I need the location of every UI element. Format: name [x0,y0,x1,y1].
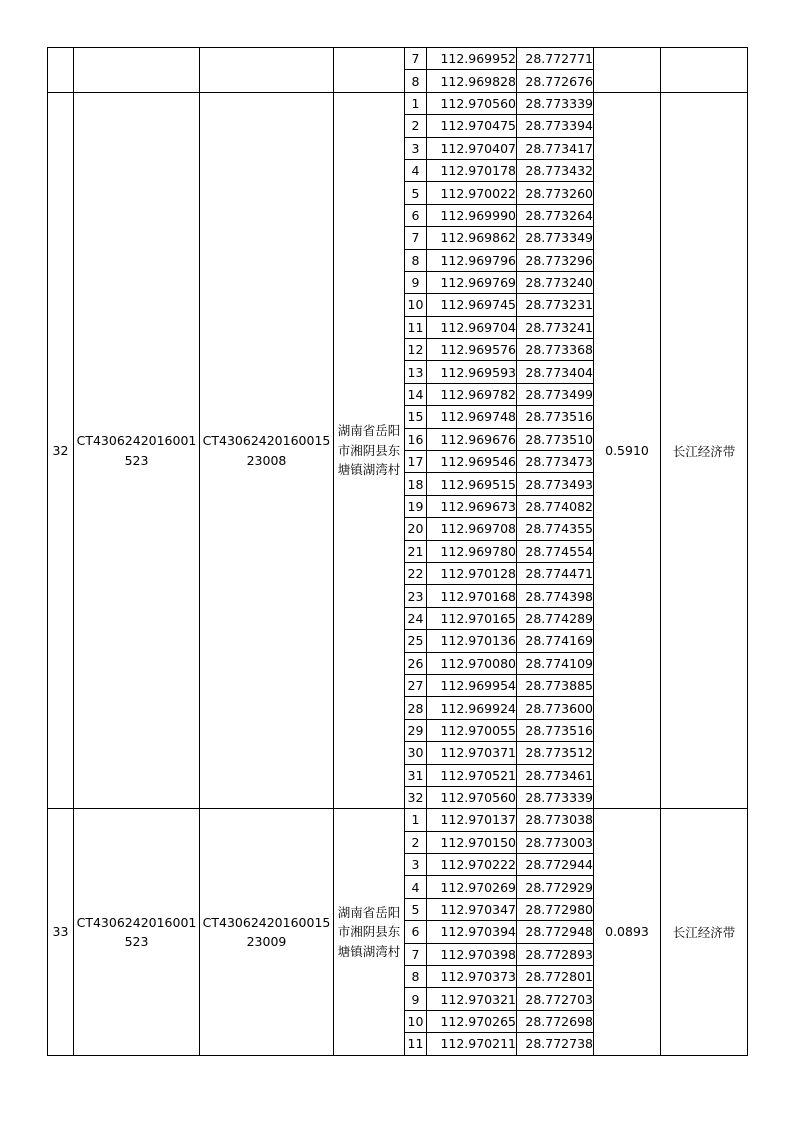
location-cell: 湖南省岳阳市湘阴县东塘镇湖湾村 [334,92,405,809]
latitude-cell: 28.773240 [517,271,594,293]
longitude-cell: 112.970137 [427,809,517,831]
sub-parcel-code-cell [200,48,334,93]
point-number-cell: 10 [405,1010,427,1032]
longitude-cell: 112.969780 [427,540,517,562]
point-number-cell: 23 [405,585,427,607]
zone-cell: 长江经济带 [661,809,748,1055]
latitude-cell: 28.774289 [517,607,594,629]
point-number-cell: 26 [405,652,427,674]
point-number-cell: 22 [405,562,427,584]
longitude-cell: 112.970168 [427,585,517,607]
latitude-cell: 28.772698 [517,1010,594,1032]
location-cell: 湖南省岳阳市湘阴县东塘镇湖湾村 [334,809,405,1055]
point-number-cell: 4 [405,159,427,181]
point-number-cell: 14 [405,383,427,405]
latitude-cell: 28.774109 [517,652,594,674]
point-number-cell: 9 [405,271,427,293]
longitude-cell: 112.969593 [427,361,517,383]
latitude-cell: 28.773264 [517,204,594,226]
longitude-cell: 112.970269 [427,876,517,898]
longitude-cell: 112.970136 [427,630,517,652]
latitude-cell: 28.774169 [517,630,594,652]
point-number-cell: 7 [405,227,427,249]
longitude-cell: 112.969704 [427,316,517,338]
point-number-cell: 11 [405,1033,427,1055]
latitude-cell: 28.773512 [517,742,594,764]
point-number-cell: 17 [405,451,427,473]
point-number-cell: 1 [405,92,427,114]
point-number-cell: 18 [405,473,427,495]
parcel-table [47,47,748,1056]
longitude-cell: 112.969515 [427,473,517,495]
latitude-cell: 28.773241 [517,316,594,338]
latitude-cell: 28.773368 [517,339,594,361]
parcel-index-cell: 32 [48,92,74,809]
latitude-cell: 28.773473 [517,451,594,473]
latitude-cell: 28.773461 [517,764,594,786]
table-row [48,92,748,114]
latitude-cell: 28.773394 [517,115,594,137]
point-number-cell: 3 [405,137,427,159]
latitude-cell: 28.774355 [517,518,594,540]
point-number-cell: 8 [405,70,427,92]
longitude-cell: 112.970398 [427,943,517,965]
point-number-cell: 19 [405,495,427,517]
latitude-cell: 28.772980 [517,898,594,920]
table-row [48,48,748,70]
longitude-cell: 112.970211 [427,1033,517,1055]
point-number-cell: 11 [405,316,427,338]
longitude-cell: 112.969745 [427,294,517,316]
point-number-cell: 9 [405,988,427,1010]
longitude-cell: 112.969708 [427,518,517,540]
latitude-cell: 28.772948 [517,921,594,943]
point-number-cell: 5 [405,898,427,920]
location-cell [334,48,405,93]
longitude-cell: 112.970022 [427,182,517,204]
latitude-cell: 28.774082 [517,495,594,517]
longitude-cell: 112.969782 [427,383,517,405]
longitude-cell: 112.970055 [427,719,517,741]
longitude-cell: 112.970265 [427,1010,517,1032]
point-number-cell: 21 [405,540,427,562]
latitude-cell: 28.773499 [517,383,594,405]
latitude-cell: 28.773349 [517,227,594,249]
point-number-cell: 2 [405,115,427,137]
latitude-cell: 28.774398 [517,585,594,607]
point-number-cell: 7 [405,48,427,70]
point-number-cell: 4 [405,876,427,898]
table-row [48,809,748,831]
point-number-cell: 15 [405,406,427,428]
longitude-cell: 112.969748 [427,406,517,428]
latitude-cell: 28.772944 [517,854,594,876]
longitude-cell: 112.969952 [427,48,517,70]
latitude-cell: 28.772771 [517,48,594,70]
latitude-cell: 28.773516 [517,719,594,741]
latitude-cell: 28.773231 [517,294,594,316]
zone-cell: 长江经济带 [661,92,748,809]
longitude-cell: 112.969862 [427,227,517,249]
longitude-cell: 112.970347 [427,898,517,920]
parcel-index-cell [48,48,74,93]
longitude-cell: 112.970394 [427,921,517,943]
longitude-cell: 112.970165 [427,607,517,629]
longitude-cell: 112.970321 [427,988,517,1010]
longitude-cell: 112.969954 [427,674,517,696]
point-number-cell: 31 [405,764,427,786]
point-number-cell: 27 [405,674,427,696]
latitude-cell: 28.773339 [517,786,594,808]
longitude-cell: 112.970128 [427,562,517,584]
point-number-cell: 5 [405,182,427,204]
latitude-cell: 28.773038 [517,809,594,831]
sub-parcel-code-cell: CT4306242016001523008 [200,92,334,809]
parcel-code-cell [74,48,200,93]
point-number-cell: 24 [405,607,427,629]
longitude-cell: 112.970407 [427,137,517,159]
latitude-cell: 28.773600 [517,697,594,719]
point-number-cell: 12 [405,339,427,361]
point-number-cell: 8 [405,966,427,988]
point-number-cell: 30 [405,742,427,764]
parcel-index-cell: 33 [48,809,74,1055]
latitude-cell: 28.772893 [517,943,594,965]
longitude-cell: 112.969676 [427,428,517,450]
longitude-cell: 112.970222 [427,854,517,876]
longitude-cell: 112.970560 [427,92,517,114]
longitude-cell: 112.970560 [427,786,517,808]
point-number-cell: 10 [405,294,427,316]
latitude-cell: 28.773339 [517,92,594,114]
latitude-cell: 28.773885 [517,674,594,696]
parcel-code-cell: CT4306242016001523 [74,809,200,1055]
point-number-cell: 13 [405,361,427,383]
longitude-cell: 112.969796 [427,249,517,271]
latitude-cell: 28.772703 [517,988,594,1010]
area-cell: 0.5910 [594,92,661,809]
latitude-cell: 28.772738 [517,1033,594,1055]
point-number-cell: 2 [405,831,427,853]
longitude-cell: 112.970373 [427,966,517,988]
latitude-cell: 28.774471 [517,562,594,584]
point-number-cell: 1 [405,809,427,831]
sub-parcel-code-cell: CT4306242016001523009 [200,809,334,1055]
latitude-cell: 28.773417 [517,137,594,159]
latitude-cell: 28.773404 [517,361,594,383]
point-number-cell: 16 [405,428,427,450]
zone-cell [661,48,748,93]
point-number-cell: 32 [405,786,427,808]
longitude-cell: 112.969990 [427,204,517,226]
latitude-cell: 28.773510 [517,428,594,450]
longitude-cell: 112.970080 [427,652,517,674]
latitude-cell: 28.773260 [517,182,594,204]
parcel-table-body [48,48,748,1056]
longitude-cell: 112.970178 [427,159,517,181]
latitude-cell: 28.773493 [517,473,594,495]
longitude-cell: 112.970371 [427,742,517,764]
latitude-cell: 28.773516 [517,406,594,428]
latitude-cell: 28.772929 [517,876,594,898]
longitude-cell: 112.970475 [427,115,517,137]
area-cell: 0.0893 [594,809,661,1055]
point-number-cell: 7 [405,943,427,965]
point-number-cell: 28 [405,697,427,719]
point-number-cell: 25 [405,630,427,652]
longitude-cell: 112.969828 [427,70,517,92]
point-number-cell: 6 [405,204,427,226]
longitude-cell: 112.969576 [427,339,517,361]
latitude-cell: 28.772801 [517,966,594,988]
point-number-cell: 29 [405,719,427,741]
point-number-cell: 3 [405,854,427,876]
longitude-cell: 112.969769 [427,271,517,293]
area-cell [594,48,661,93]
point-number-cell: 8 [405,249,427,271]
parcel-code-cell: CT4306242016001523 [74,92,200,809]
latitude-cell: 28.773296 [517,249,594,271]
longitude-cell: 112.970521 [427,764,517,786]
point-number-cell: 6 [405,921,427,943]
longitude-cell: 112.969546 [427,451,517,473]
longitude-cell: 112.969673 [427,495,517,517]
latitude-cell: 28.773432 [517,159,594,181]
latitude-cell: 28.773003 [517,831,594,853]
latitude-cell: 28.774554 [517,540,594,562]
latitude-cell: 28.772676 [517,70,594,92]
point-number-cell: 20 [405,518,427,540]
longitude-cell: 112.970150 [427,831,517,853]
longitude-cell: 112.969924 [427,697,517,719]
